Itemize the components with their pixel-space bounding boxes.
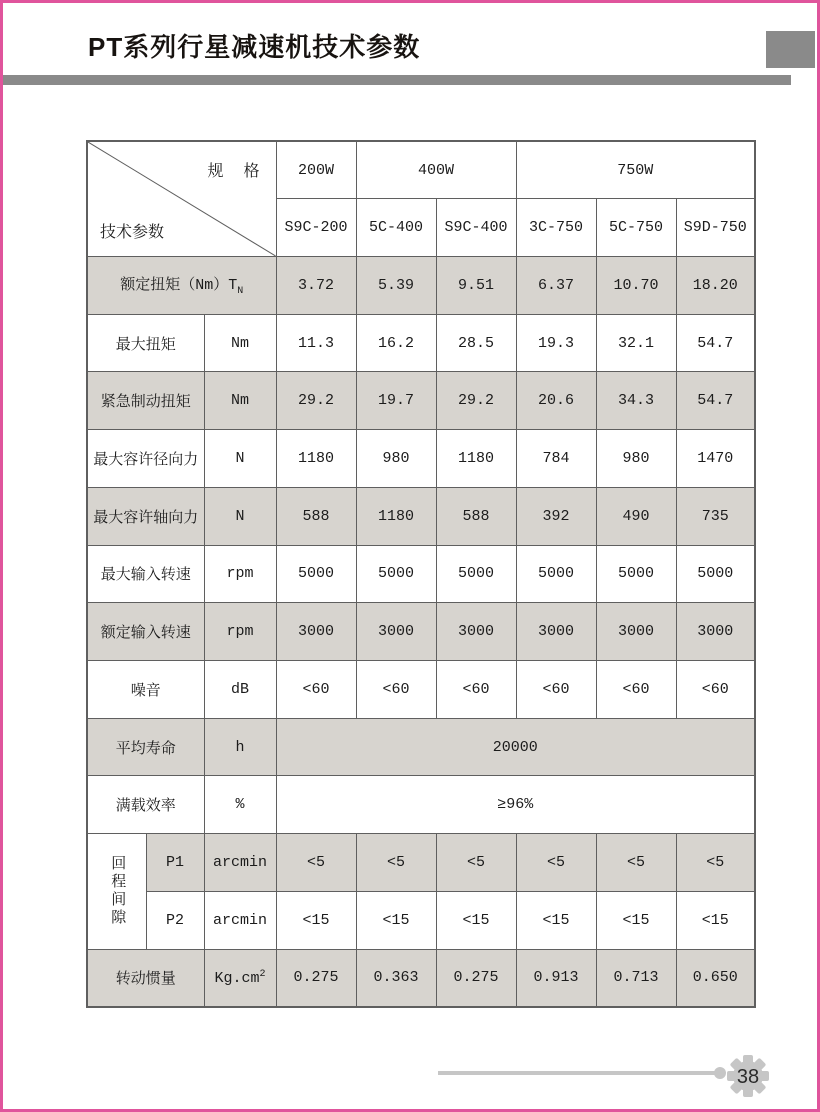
value-cell: 5000 — [436, 545, 516, 603]
row-efficiency — [87, 776, 755, 834]
value-cell: <15 — [356, 891, 436, 949]
value-cell: 0.275 — [436, 949, 516, 1007]
value-cell: 980 — [356, 430, 436, 488]
value-cell: <60 — [356, 660, 436, 718]
value-cell: 5000 — [356, 545, 436, 603]
value-cell: 392 — [516, 487, 596, 545]
value-cell: 588 — [276, 487, 356, 545]
power-group-400w: 400W — [356, 141, 516, 199]
row-label: P1 — [146, 834, 204, 892]
model-header: 3C-750 — [516, 199, 596, 257]
unit-cell: % — [204, 776, 276, 834]
row-label: 满载效率 — [87, 776, 204, 834]
value-cell: 28.5 — [436, 314, 516, 372]
unit-cell: dB — [204, 660, 276, 718]
spec-table — [86, 140, 756, 1008]
value-cell: 54.7 — [676, 372, 755, 430]
row-label: 平均寿命 — [87, 718, 204, 776]
power-group-200w: 200W — [276, 141, 356, 199]
row-axial-force — [87, 487, 755, 545]
corner-header-cell — [87, 141, 276, 256]
value-cell: <5 — [356, 834, 436, 892]
unit-cell: Nm — [204, 314, 276, 372]
value-cell: 18.20 — [676, 256, 755, 314]
value-cell: 1180 — [276, 430, 356, 488]
value-cell: <5 — [676, 834, 755, 892]
unit-cell: rpm — [204, 603, 276, 661]
row-label: 最大输入转速 — [87, 545, 204, 603]
value-cell: 5000 — [596, 545, 676, 603]
row-label: 额定输入转速 — [87, 603, 204, 661]
row-max-torque — [87, 314, 755, 372]
value-cell: 34.3 — [596, 372, 676, 430]
value-cell: 29.2 — [436, 372, 516, 430]
corner-decoration-block — [766, 31, 815, 68]
value-cell: 0.913 — [516, 949, 596, 1007]
value-cell: 3000 — [436, 603, 516, 661]
header-row-power — [87, 141, 755, 199]
value-cell: 3000 — [356, 603, 436, 661]
merged-value-cell: 20000 — [276, 718, 755, 776]
value-cell: 10.70 — [596, 256, 676, 314]
row-brake-torque — [87, 372, 755, 430]
value-cell: 3000 — [596, 603, 676, 661]
row-max-input-speed — [87, 545, 755, 603]
value-cell: <15 — [276, 891, 356, 949]
value-cell: 980 — [596, 430, 676, 488]
value-cell: <60 — [676, 660, 755, 718]
row-average-life — [87, 718, 755, 776]
value-cell: 5000 — [276, 545, 356, 603]
model-header: S9D-750 — [676, 199, 755, 257]
value-cell: 1470 — [676, 430, 755, 488]
value-cell: 3.72 — [276, 256, 356, 314]
row-inertia — [87, 949, 755, 1007]
model-header: 5C-750 — [596, 199, 676, 257]
value-cell: 735 — [676, 487, 755, 545]
value-cell: 0.275 — [276, 949, 356, 1007]
row-label: 噪音 — [87, 660, 204, 718]
merged-value-cell: ≥96% — [276, 776, 755, 834]
value-cell: 3000 — [276, 603, 356, 661]
row-label: 最大容许轴向力 — [87, 487, 204, 545]
unit-cell: N — [204, 487, 276, 545]
value-cell: 19.7 — [356, 372, 436, 430]
unit-cell: h — [204, 718, 276, 776]
value-cell: <15 — [516, 891, 596, 949]
backlash-group-label: 回程间隙 — [87, 834, 146, 949]
unit-cell: arcmin — [204, 834, 276, 892]
row-label: P2 — [146, 891, 204, 949]
value-cell: <15 — [596, 891, 676, 949]
row-label: 最大扭矩 — [87, 314, 204, 372]
value-cell: 29.2 — [276, 372, 356, 430]
unit-cell: Nm — [204, 372, 276, 430]
value-cell: 0.713 — [596, 949, 676, 1007]
corner-label-spec: 规 格 — [207, 163, 262, 181]
value-cell: 5000 — [676, 545, 755, 603]
row-label: 额定扭矩$(Nm)T_N$ — [87, 256, 276, 314]
page-title: PT系列行星减速机技术参数 — [88, 32, 421, 62]
value-cell: <5 — [276, 834, 356, 892]
value-cell: 20.6 — [516, 372, 596, 430]
unit-cell: arcmin — [204, 891, 276, 949]
value-cell: 5000 — [516, 545, 596, 603]
power-group-750w: 750W — [516, 141, 755, 199]
value-cell: 54.7 — [676, 314, 755, 372]
value-cell: <15 — [436, 891, 516, 949]
value-cell: 19.3 — [516, 314, 596, 372]
page-number: 38 — [736, 1066, 760, 1088]
row-backlash-p2 — [87, 891, 755, 949]
value-cell: <5 — [596, 834, 676, 892]
value-cell: 6.37 — [516, 256, 596, 314]
row-rated-torque — [87, 256, 755, 314]
unit-cell: rpm — [204, 545, 276, 603]
value-cell: 0.650 — [676, 949, 755, 1007]
corner-label-params: 技术参数 — [100, 223, 165, 242]
value-cell: 490 — [596, 487, 676, 545]
value-cell: <60 — [276, 660, 356, 718]
gear-icon — [726, 1054, 770, 1098]
model-header: S9C-400 — [436, 199, 516, 257]
title-underline-bar — [3, 75, 791, 85]
row-label: 转动惯量 — [87, 949, 204, 1007]
model-header: 5C-400 — [356, 199, 436, 257]
row-label: 最大容许径向力 — [87, 430, 204, 488]
value-cell: 588 — [436, 487, 516, 545]
model-header: S9C-200 — [276, 199, 356, 257]
value-cell: 5.39 — [356, 256, 436, 314]
unit-cell: $Kg.cm^2$ — [204, 949, 276, 1007]
value-cell: 3000 — [676, 603, 755, 661]
row-rated-input-speed — [87, 603, 755, 661]
value-cell: <5 — [516, 834, 596, 892]
value-cell: <60 — [596, 660, 676, 718]
footer-rule-dot — [714, 1067, 726, 1079]
value-cell: <5 — [436, 834, 516, 892]
value-cell: <60 — [516, 660, 596, 718]
value-cell: 16.2 — [356, 314, 436, 372]
row-radial-force — [87, 430, 755, 488]
value-cell: 9.51 — [436, 256, 516, 314]
value-cell: <60 — [436, 660, 516, 718]
value-cell: 0.363 — [356, 949, 436, 1007]
value-cell: 11.3 — [276, 314, 356, 372]
row-noise — [87, 660, 755, 718]
value-cell: <15 — [676, 891, 755, 949]
footer-rule — [438, 1071, 720, 1075]
value-cell: 1180 — [356, 487, 436, 545]
value-cell: 784 — [516, 430, 596, 488]
row-label: 紧急制动扭矩 — [87, 372, 204, 430]
value-cell: 32.1 — [596, 314, 676, 372]
value-cell: 3000 — [516, 603, 596, 661]
row-backlash-p1 — [87, 834, 755, 892]
unit-cell: N — [204, 430, 276, 488]
value-cell: 1180 — [436, 430, 516, 488]
